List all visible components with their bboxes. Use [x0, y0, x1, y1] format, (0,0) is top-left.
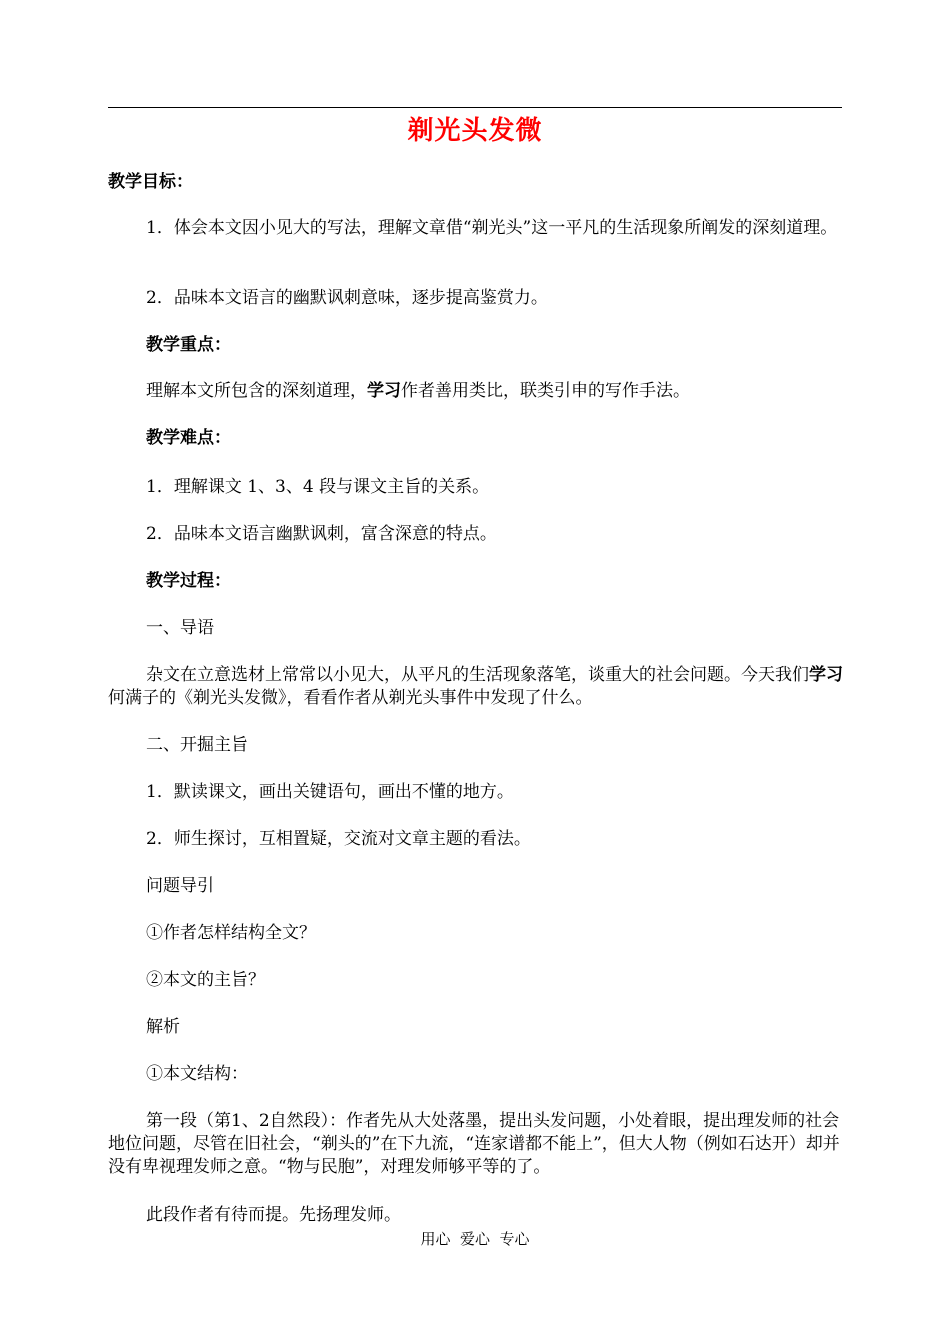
analysis-structure: ①本文结构： — [146, 1064, 248, 1084]
key-point-pre: 理解本文所包含的深刻道理， — [146, 381, 367, 401]
key-points-heading: 教学重点： — [146, 335, 231, 355]
difficulty-2: 2．品味本文语言幽默讽刺，富含深意的特点。 — [146, 524, 497, 544]
objective-2: 2．品味本文语言的幽默讽刺意味，逐步提高鉴赏力。 — [146, 288, 548, 308]
document-title: 剃光头发微 — [407, 116, 543, 146]
page-footer: 用心 爱心 专心 — [420, 1230, 530, 1248]
paragraph-one-note: 此段作者有待而提。先扬理发师。 — [146, 1205, 401, 1225]
difficulties-heading: 教学难点： — [146, 428, 231, 448]
questions-label: 问题导引 — [146, 876, 214, 896]
difficulty-1: 1．理解课文 1、3、4 段与课文主旨的关系。 — [146, 477, 490, 497]
paragraph-one-analysis: 第一段（第1、2自然段）：作者先从大处落墨，提出头发问题，小处着眼，提出理发师的社会地位问题，尽管在旧社会，“剃头的”在下九流，“连家谱都不能上”，但大人物（例如石达开）却并没有卑视理发师之意。“物与民胞”，对理发师够平等的了。 — [108, 1111, 840, 1177]
intro-bold: 学习 — [809, 665, 843, 685]
objective-1: 1．体会本文因小见大的写法，理解文章借“剃光头”这一平凡的生活现象所阐发的深刻道理。 — [146, 218, 838, 238]
step-1: 1．默读课文，画出关键语句，画出不懂的地方。 — [146, 782, 514, 802]
section-theme-heading: 二、开掘主旨 — [146, 735, 248, 755]
key-point-bold: 学习 — [367, 381, 401, 401]
analysis-label: 解析 — [146, 1017, 180, 1037]
key-point-text — [146, 380, 882, 403]
question-2: ②本文的主旨？ — [146, 970, 265, 990]
key-point-post: 作者善用类比，联类引申的写作手法。 — [401, 381, 690, 401]
objectives-heading: 教学目标： — [108, 172, 193, 192]
section-intro-heading: 一、导语 — [146, 618, 214, 638]
intro-post: 何满子的《剃光头发微》，看看作者从剃光头事件中发现了什么。 — [108, 688, 593, 708]
intro-paragraph — [108, 664, 844, 710]
header-rule — [108, 107, 842, 108]
step-2: 2．师生探讨，互相置疑，交流对文章主题的看法。 — [146, 829, 531, 849]
process-heading: 教学过程： — [146, 571, 231, 591]
intro-pre: 杂文在立意选材上常常以小见大，从平凡的生活现象落笔，谈重大的社会问题。今天我们 — [146, 665, 809, 685]
question-1: ①作者怎样结构全文？ — [146, 923, 316, 943]
